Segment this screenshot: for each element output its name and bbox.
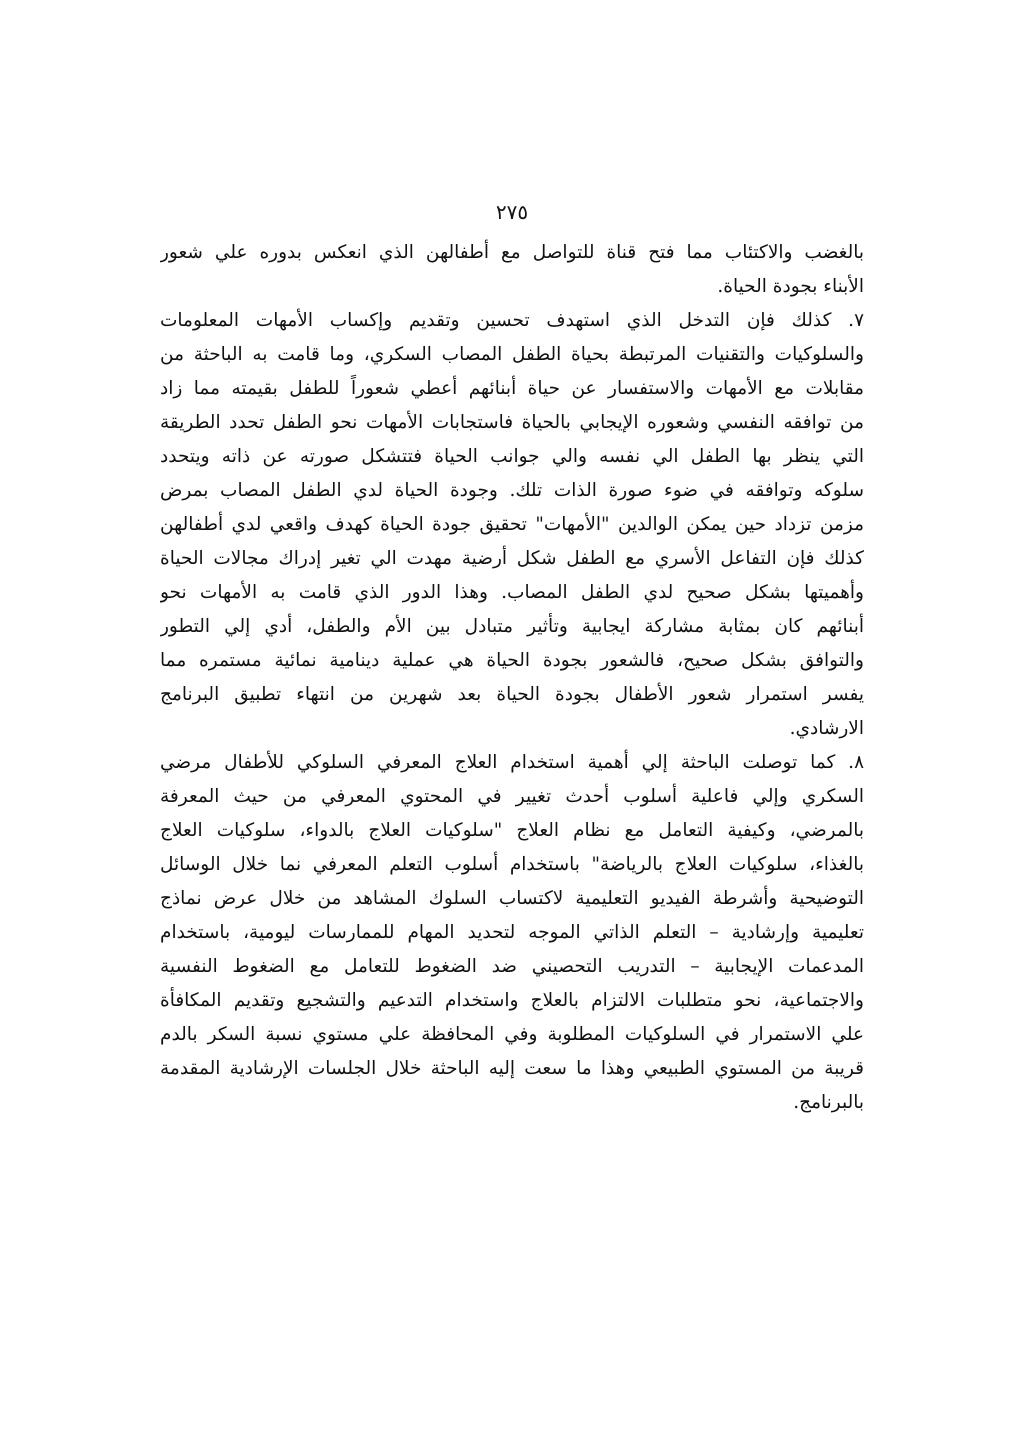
text-line: كذلك فإن التفاعل الأسري مع الطفل شكل أرضية مهدت الي تغير إدراك مجالات الحياة [160,548,864,569]
text-line: من توافقه النفسي وشعوره الإيجابي بالحياة فاستجابات الأمهات نحو الطفل تحدد الطريقة [160,412,864,433]
text-line: علي الاستمرار في السلوكيات المطلوبة وفي المحافظة علي مستوي نسبة السكر بالدم [160,1024,864,1045]
text-line: السكري وإلي فاعلية أسلوب أحدث تغيير في المحتوي المعرفي من حيث المعرفة [160,786,864,807]
text-line: الأبناء بجودة الحياة. [717,276,864,297]
text-line: والسلوكيات والتقنيات المرتبطة بحياة الطفل المصاب السكري، وما قامت به الباحثة من [160,344,864,365]
text-line: والتوافق بشكل صحيح، فالشعور بجودة الحياة هي عملية دينامية نمائية مستمره مما [160,650,864,671]
text-line: المدعمات الإيجابية – التدريب التحصيني ضد الضغوط للتعامل مع الضغوط النفسية [160,956,864,977]
text-line: ٧. كذلك فإن التدخل الذي استهدف تحسين وتقديم وإكساب الأمهات المعلومات [160,310,864,331]
text-line: والاجتماعية، نحو متطلبات الالتزام بالعلاج واستخدام التدعيم والتشجيع وتقديم المكافأة [160,990,864,1011]
text-line: بالغذاء، سلوكيات العلاج بالرياضة" باستخدام أسلوب التعلم المعرفي نما خلال الوسائل [160,854,864,875]
text-line: قريبة من المستوي الطبيعي وهذا ما سعت إليه الباحثة خلال الجلسات الإرشادية المقدمة [160,1058,864,1079]
text-line: التي ينظر بها الطفل الي نفسه والي جوانب الحياة فتتشكل صورته عن ذاته ويتحدد [160,446,864,467]
text-line: الارشادي. [789,718,864,739]
paragraph-3 [160,746,864,1120]
text-line: وأهميتها بشكل صحيح لدي الطفل المصاب. وهذا الدور الذي قامت به الأمهات نحو [160,582,864,603]
text-line: التوضيحية وأشرطة الفيديو التعليمية لاكتساب السلوك المشاهد من خلال عرض نماذج [160,888,864,909]
paragraph-1 [160,236,864,304]
paragraph-2 [160,304,864,746]
document-body [160,236,864,1120]
page-number: ٢٧٥ [495,200,529,224]
text-line: بالبرنامج. [793,1092,864,1113]
text-line: بالغضب والاكتئاب مما فتح قناة للتواصل مع أطفالهن الذي انعكس بدوره علي شعور [160,242,864,263]
text-line: تعليمية وإرشادية – التعلم الذاتي الموجه لتحديد المهام للممارسات ليومية، باستخدام [160,922,864,943]
text-line: يفسر استمرار شعور الأطفال بجودة الحياة بعد شهرين من انتهاء تطبيق البرنامج [160,684,864,705]
text-line: ٨. كما توصلت الباحثة إلي أهمية استخدام العلاج المعرفي السلوكي للأطفال مرضي [160,752,864,773]
text-line: بالمرضي، وكيفية التعامل مع نظام العلاج "سلوكيات العلاج بالدواء، سلوكيات العلاج [160,820,864,841]
text-line: أبنائهم كان بمثابة مشاركة ايجابية وتأثير متبادل بين الأم والطفل، أدي إلي التطور [160,616,864,637]
text-line: سلوكه وتوافقه في ضوء صورة الذات تلك. وجودة الحياة لدي الطفل المصاب بمرض [160,480,864,501]
text-line: مزمن تزداد حين يمكن الوالدين "الأمهات" تحقيق جودة الحياة كهدف واقعي لدي أطفالهن [160,514,864,535]
text-line: مقابلات مع الأمهات والاستفسار عن حياة أبنائهم أعطي شعوراً للطفل بقيمته مما زاد [160,378,864,399]
